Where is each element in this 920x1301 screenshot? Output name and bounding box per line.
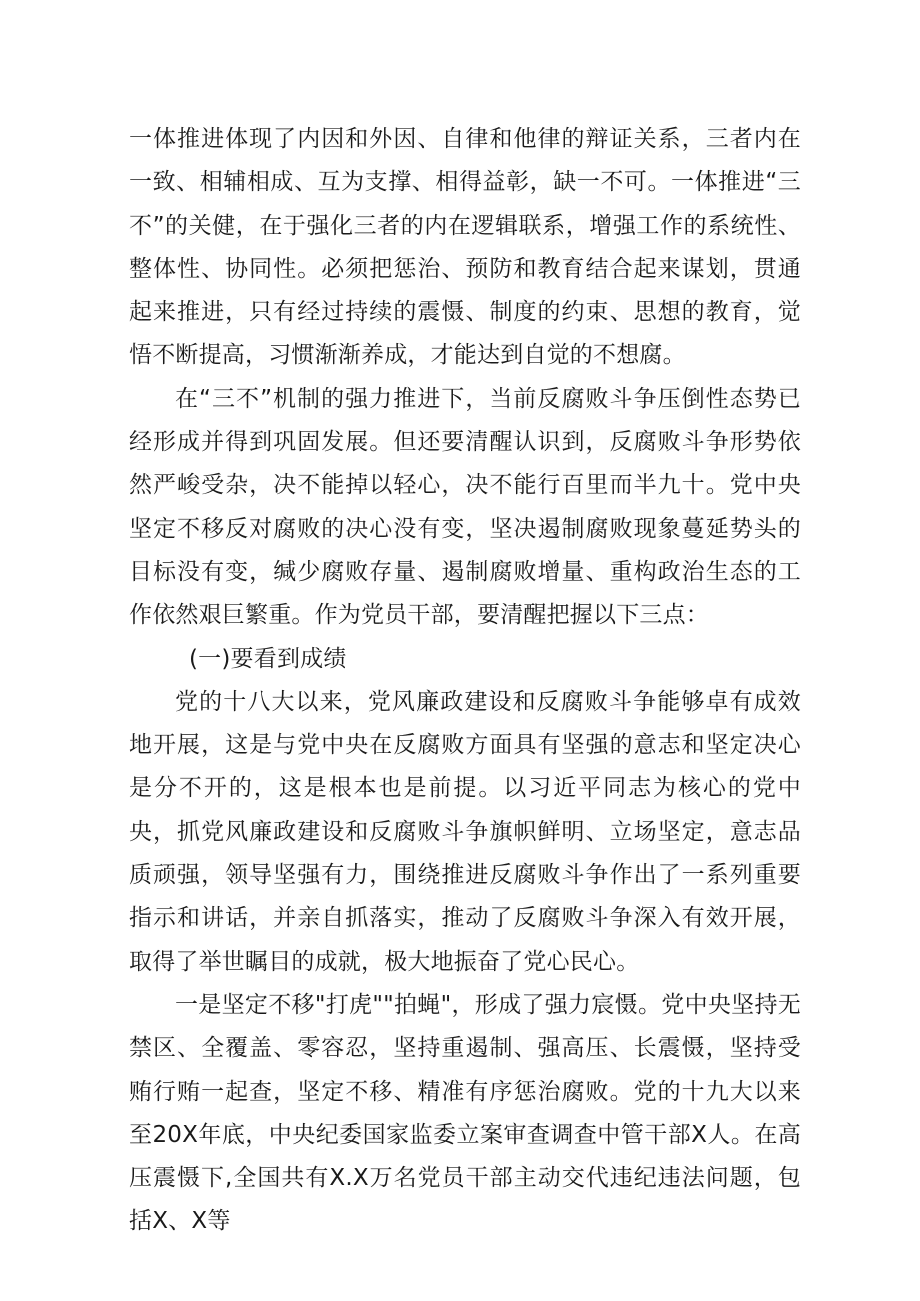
paragraph-continuation: 一体推进体现了内因和外因、自律和他律的辩证关系，三者内在一致、相辅相成、互为支撑、相得益彰，缺一不可。一体推进“三不”的关健，在于强化三者的内在逻辑联系，增强工作的系统性、整体性、协同性。必须把惩治、预防和教育结合起来谋划，贯通起来推进，只有经过持续的震慑、制度的约束、思想的教育，觉悟不断提高，习惯渐渐养成，才能达到自觉的不想腐。 xyxy=(129,126,801,369)
paragraph-tigers-flies: 一是坚定不移"打虎""拍蝇"，形成了强力宸慑。党中央坚持无禁区、全覆盖、零容忍，坚持重遏制、强高压、长震慑，坚持受贿行贿一起查，坚定不移、精准有序惩治腐败。党的十九大以来至20X年底，中央纪委国家监委立案审查调查中管干部X人。在高压震慑下,全国共有X.X万名党员干部主动交代违纪违法问题，包括X、X等 xyxy=(129,991,801,1235)
paragraph-achievements: 党的十八大以来，党风廉政建设和反腐败斗争能够卓有成效地开展，这是与党中央在反腐败方面具有坚强的意志和坚定决心是分不开的，这是根本也是前提。以习近平同志为核心的党中央，抓党风廉政建设和反腐败斗争旗帜鲜明、立场坚定，意志品质顽强，领导坚强有力，围绕推进反腐败斗争作出了一系列重要指示和讲话，并亲自抓落实，推动了反腐败斗争深入有效开展，取得了举世瞩目的成就，极大地振奋了党心民心。 xyxy=(129,688,801,975)
paragraph-three-no-mechanism: 在“三不”机制的强力推进下，当前反腐败斗争压倒性态势已经形成并得到巩固发展。但还要清醒认识到，反腐败斗争形势依然严峻受杂，决不能掉以轻心，决不能行百里而半九十。党中央坚定不移反对腐败的决心没有变，坚决遏制腐败现象蔓延势头的目标没有变，缄少腐败存量、遏制腐败增量、重构政治生态的工作依然艰巨繁重。作为党员干部，要清醒把握以下三点： xyxy=(129,385,801,629)
section-heading: (一)要看到成绩 xyxy=(189,645,347,672)
document-body xyxy=(129,118,801,1244)
